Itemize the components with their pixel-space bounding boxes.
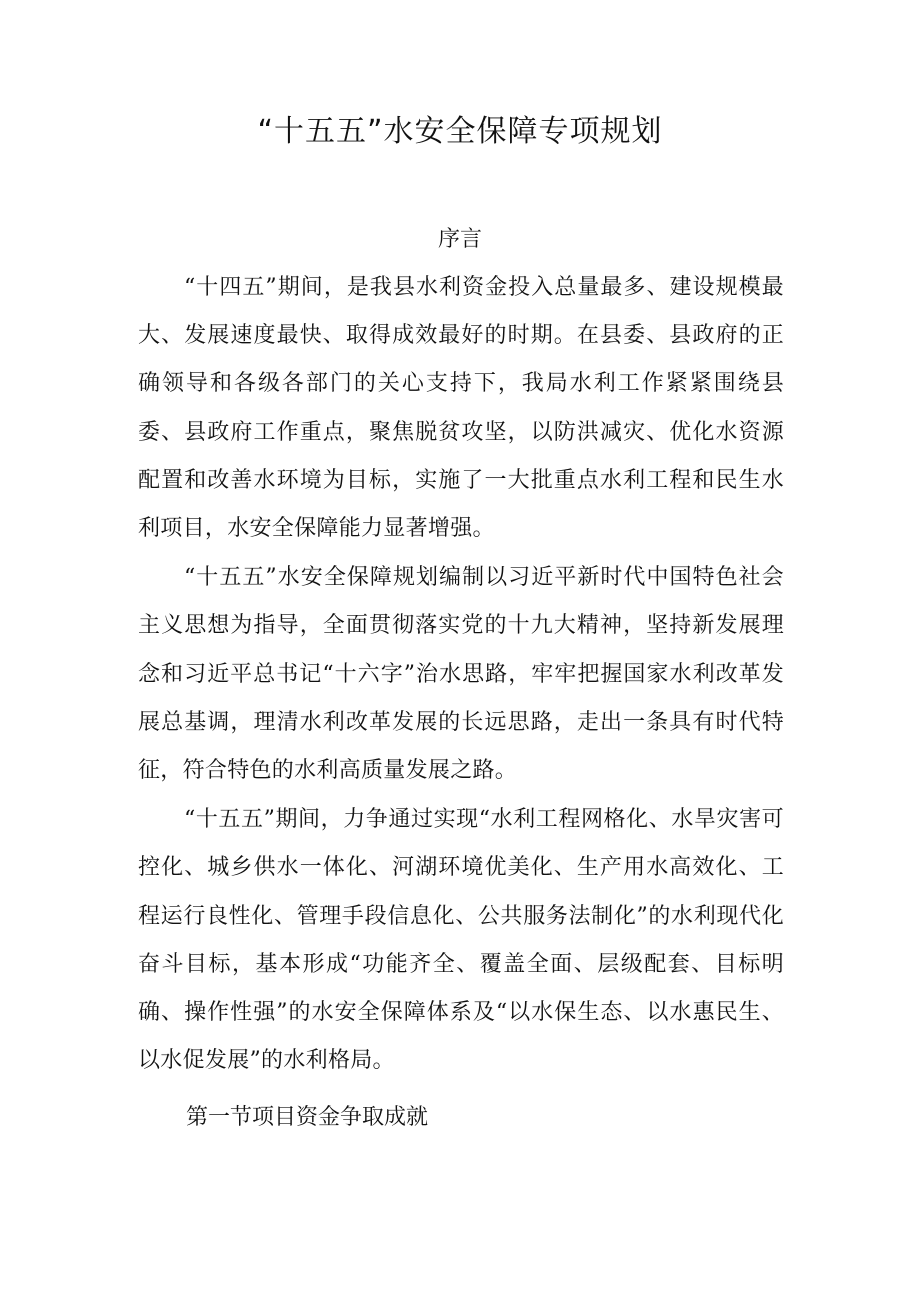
paragraph-3: “十五五”期间，力争通过实现“水利工程网格化、水旱灾害可控化、城乡供水一体化、河湖环境优美化、生产用水高效化、工程运行良性化、管理手段信息化、公共服务法制化”的水利现代化奋斗目标，基本形成“功能齐全、覆盖全面、层级配套、目标明确、操作性强”的水安全保障体系及“以水保生态、以水惠民生、以水促发展”的水利格局。 <box>138 807 784 1074</box>
document-title: “十五五”水安全保障专项规划 <box>257 114 663 149</box>
preface-heading: 序言 <box>437 227 482 252</box>
paragraph-1: “十四五”期间，是我县水利资金投入总量最多、建设规模最大、发展速度最快、取得成效最好的时期。在县委、县政府的正确领导和各级各部门的关心支持下，我局水利工作紧紧围绕县委、县政府工作重点，聚焦脱贫攻坚，以防洪减灾、优化水资源配置和改善水环境为目标，实施了一大批重点水利工程和民生水利项目，水安全保障能力显著增强。 <box>138 275 784 542</box>
preface-body <box>138 264 784 1086</box>
paragraph-2: “十五五”水安全保障规划编制以习近平新时代中国特色社会主义思想为指导，全面贯彻落实党的十九大精神，坚持新发展理念和习近平总书记“十六字”治水思路，牢牢把握国家水利改革发展总基调，理清水利改革发展的长远思路，走出一条具有时代特征，符合特色的水利高质量发展之路。 <box>138 565 784 784</box>
section-one-heading: 第一节项目资金争取成就 <box>186 1105 429 1130</box>
